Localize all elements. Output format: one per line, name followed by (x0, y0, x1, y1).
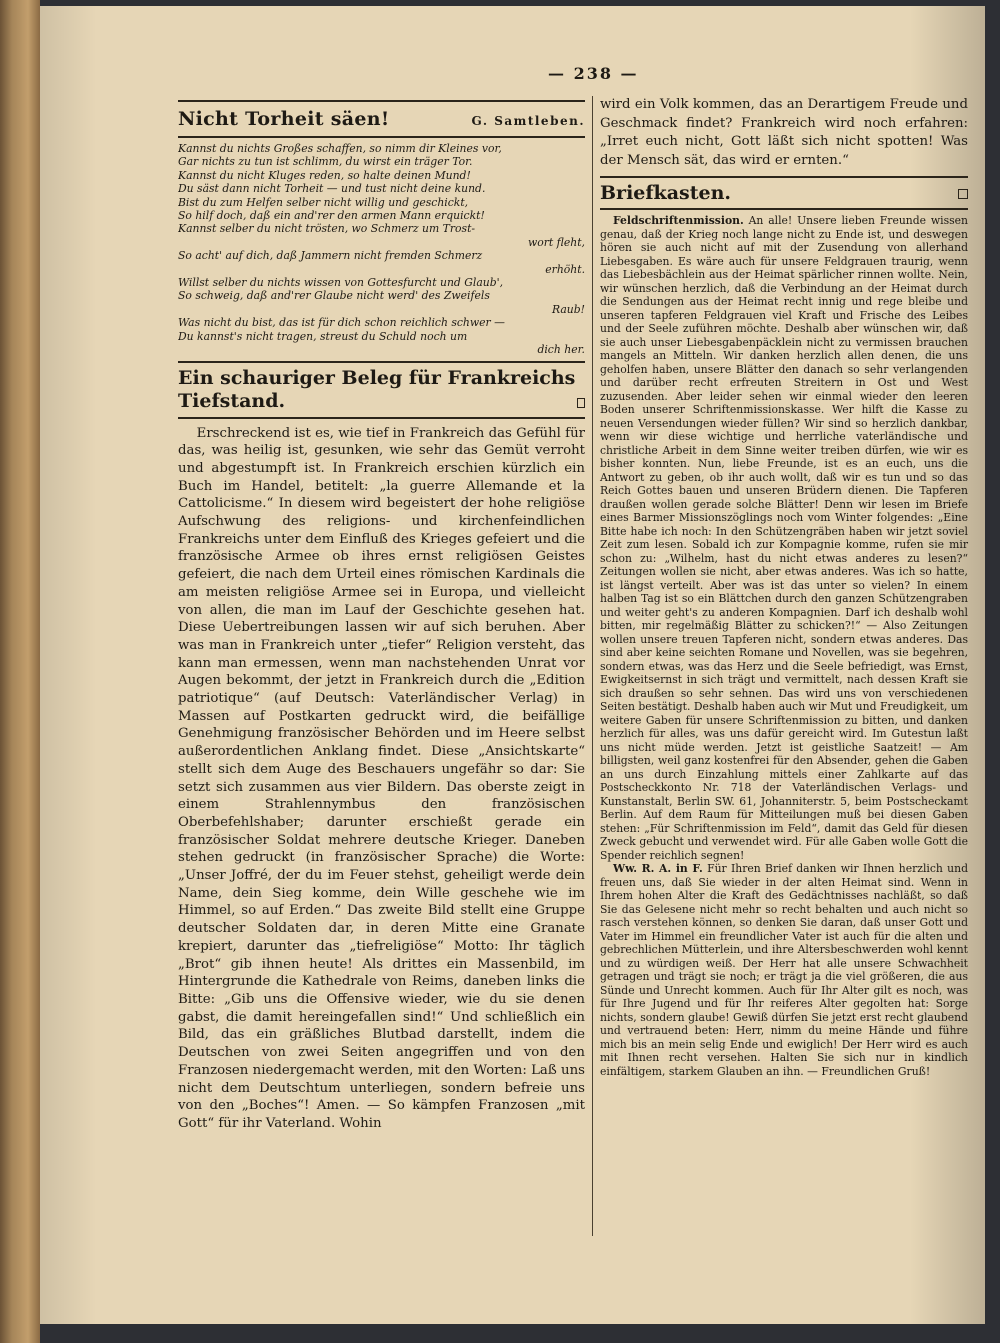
poem-line: Du säst dann nicht Torheit — und tust nicht deine kund. (178, 182, 486, 196)
letter-recipient: Feldschriftenmission. (612, 214, 744, 227)
column-divider (592, 96, 593, 1236)
poem-line: Gar nichts zu tun ist schlimm, du wirst ein träger Tor. (178, 155, 473, 169)
article-paragraph: Erschreckend ist es, wie tief in Frankreich das Gefühl für das, was heilig ist, gesunken, wie sehr das Gemüt verroht und abgestumpft ist. In Frankreich erschien kürzlich ein Buch im Handel, betitelt: „la guerre Allemande et la Cattolicisme.“ In diesem wird begeistert der hohe religiöse Aufschwung des religions- und kirchenfeindlichen Frankreichs unter dem Einfluß des Krieges gefeiert und die französische Armee ob ihres ernst religiösen Geistes gefeiert, die nach dem Urteil eines römischen Kardinals die am meisten religiöse Armee sei in Europa, und vielleicht von allen, die man im Lauf der Geschichte gesehen hat. Diese Uebertreibungen lassen wir auf sich beruhen. Aber was man in Frankreich unter „tiefer“ Religion versteht, das kann man ermessen, wenn man nachstehenden Unrat vor Augen bekommt, der jetzt in Frankreich durch die „Edition patriotique“ (auf Deutsch: Vaterländischer Verlag) in Massen auf Postkarten gedruckt wird, die beifällige Genehmigung französischer Behörden und im Heere selbst außerordentlichen Anklang findet. Diese „Ansichtskarte“ stellt sich dem Auge des Beschauers ungefähr so dar: Sie setzt sich zusammen aus vier Bildern. Das oberste zeigt in einem Strahlennymbus den französischen Oberbefehlshaber; darunter erschießt gerade ein französischer Soldat mehrere deutsche Krieger. Daneben stehen gedruckt (in französischer Sprache) die Worte: „Unser Joffré, der du im Feuer stehst, geheiligt werde dein Name, dein Sieg komme, dein Wille geschehe wie im Himmel, so auf Erden.“ Das zweite Bild stellt eine Gruppe deutscher Soldaten dar, in deren Mitte eine Granate krepiert, darunter das „tiefreligiöse“ Motto: Ihr täglich „Brot“ gib ihnen heute! Als drittes ein Massenbild, im Hintergrunde die Kathedrale von Reims, daneben links die Bitte: „Gib uns die Offensive wieder, wie du sie denen gabst, die damit hereingefallen sind!“ Und schließlich ein Bild, das ein gräßliches Blutbad darstellt, indem die Deutschen von zwei Seiten angegriffen und von den Franzosen niedergemacht werden, mit den Worten: Laß uns nicht dem Deutschtum unterliegen, sondern befreie uns von den „Boches“! Amen. — So kämpfen Franzosen „mit Gott“ für ihr Vaterland. Wohin (178, 425, 585, 1131)
poem-line: erhöht. (545, 262, 585, 276)
poem-line: So acht' auf dich, daß Jammern nicht fremden Schmerz (178, 249, 483, 263)
poem-title: Nicht Torheit säen! (178, 108, 390, 130)
rule-above-article (178, 361, 585, 363)
poem-line: Bist du zum Helfen selber nicht willig und geschickt, (178, 195, 469, 209)
poem-line: Raub! (551, 302, 585, 316)
poem-author: G. Samtleben. (471, 114, 585, 128)
letter-text: Für Ihren Brief danken wir Ihnen herzlich und freuen uns, daß Sie wieder in der alten Heimat sind. Wenn in Ihrem hohen Alter die Kraft des Gedächtnisses nachläßt, so daß Sie das Gelesene nicht mehr so recht behalten und auch nicht so rasch verstehen können, so denken Sie daran, daß unser Gott und Vater im Himmel ein freundlicher Vater ist auch für die alten und gebrechlichen Mütterlein, und ihre Altersbeschwerden wohl kennt und zu würdigen weiß. Der Herr hat alle unsere Schwachheit getragen und trägt sie noch; er trägt ja die viel größeren, die aus Sünde und Unrecht kommen. Auch für Ihr Alter gilt es noch, was für Ihre Jugend und für Ihr reiferes Alter gegolten hat: Sorge nichts, sondern glaube! Gewiß dürfen Sie jetzt erst recht glaubend und vertrauend beten: Herr, nimm du meine Hände und führe mich bis an mein selig Ende und ewiglich! Der Herr wird es auch mit Ihnen recht versehen. Halten Sie sich nur in kindlich einfältigem, starkem Glauben an ihn. — Freundlichen Gruß! (600, 862, 968, 1078)
poem-line: wort fleht, (528, 235, 585, 249)
book-page-edges (0, 0, 40, 1343)
poem-line: Kannst du nichts Großes schaffen, so nimm dir Kleines vor, (178, 142, 502, 155)
letter-text: An alle! Unsere lieben Freunde wissen genau, daß der Krieg noch lange nicht zu Ende ist, und deswegen hören sie auch nicht auf mit der Zusendung von allerhand Liebesgaben. Es wäre auch für unsere Feldgrauen traurig, wenn das Liebesbächlein aus der Heimat spärlicher rinnen wollte. Nein, wir wünschen herzlich, daß die Verbindung an der Heimat durch die Sendungen aus der Heimat recht innig und rege bleibe und unseren tapferen Feldgrauen viel Kraft und Frische des Leibes und der Seele zuführen möchte. Deshalb aber wünschen wir, daß sie auch unser Liebesgabenpäcklein nicht zu vermissen brauchen mangels an Mitteln. Wir danken herzlich allen denen, die uns geholfen haben, unsere Blätter den danach so sehr verlangenden und darüber recht erfreuten Streitern in Ost und West zuzusenden. Aber leider sehen wir einmal wieder den leeren Boden unserer Schriftenmissionskasse. Wer hilft die Kasse zu neuen Versendungen wieder füllen? Wir sind so herzlich dankbar, wenn wir diese wichtige und herrliche vaterländische und christliche Arbeit in dem Sinne weiter treiben dürfen, wie wir es bisher konnten. Nun, liebe Freunde, ist es an euch, uns die Antwort zu geben, ob ihr auch wollt, daß wir es tun und so das Reich Gottes bauen und unseren Brüdern dienen. Die Tapferen draußen wollen gerade solche Blätter! Denn wir lesen im Briefe eines Barmer Missionszöglings noch vom Winter folgendes: „Eine Bitte habe ich noch: In den Schützengräben haben wir jetzt soviel Zeit zum lesen. Sobald ich zur Kompagnie komme, rufen sie mir schon zu: „Wilhelm, hast du nicht etwas anderes zu lesen?“ Zeitungen wollen sie nicht, aber etwas anderes. Was ich so hatte, ist längst verteilt. Aber was ist das unter so vielen? In einem halben Tag ist so ein Blättchen durch den ganzen Schützengraben und weiter geht's zu anderen Kompagnien. Darf ich deshalb wohl bitten, mir regelmäßig Blätter zu schicken?!“ — Also Zeitungen wollen unsere treuen Tapferen nicht, sondern etwas anderes. Das sind aber keine seichten Romane und Novellen, was sie begehren, sondern etwas, was das Herz und die Seele befriedigt, was Ernst, Ewigkeitsernst in sich trägt und vermittelt, nach dessen Kraft sie sich draußen so sehr sehnen. Das wird uns von verschiedenen Seiten bestätigt. Deshalb haben auch wir Mut und Freudigkeit, um weitere Gaben für unsere Schriftenmission zu bitten, und danken herzlich für alles, was uns dafür gereicht wird. Im Gutestun laßt uns nicht müde werden. Jetzt ist geistliche Saatzeit! — Am billigsten, weil ganz kostenfrei für den Absender, gehen die Gaben an uns durch Einzahlung mittels einer Zahlkarte auf das Postscheckkonto Nr. 718 der Vaterländischen Verlags- und Kunstanstalt, Berlin SW. 61, Johanniterstr. 5, beim Postscheckamt Berlin. Auf dem Raum für Mitteilungen muß bei diesen Gaben stehen: „Für Schriftenmission im Feld“, damit das Geld für diesen Zweck gebucht und verwendet wird. Für alle Gaben wolle Gott die Spender reichlich segnen! (600, 214, 969, 862)
article-body (178, 425, 585, 1133)
section-end-square-icon (577, 398, 585, 408)
letter-recipient: Ww. R. A. in F. (612, 862, 703, 875)
poem-line: Was nicht du bist, das ist für dich schon reichlich schwer — (178, 316, 505, 330)
letter-paragraph (600, 214, 968, 862)
rule-above-briefkasten (600, 176, 968, 178)
poem-header (178, 106, 585, 132)
right-column (600, 96, 968, 1078)
article-continuation: wird ein Volk kommen, das an Derartigem Freude und Geschmack findet? Frankreich wird noch erfahren: „Irret euch nicht, Gott läßt sich nicht spotten! Was der Mensch sät, das wird er ernten.“ (600, 97, 968, 168)
rule-below-title (178, 136, 585, 138)
section-end-square-icon (958, 189, 968, 199)
rule-below-briefkasten (600, 208, 968, 210)
left-column (178, 96, 585, 1133)
poem-line: So schweig, daß and'rer Glaube nicht werd' des Zweifels (178, 289, 490, 303)
rule-below-article-title (178, 417, 585, 419)
poem-line: Kannst du nicht Kluges reden, so halte deinen Mund! (178, 168, 471, 182)
poem-line: Du kannst's nicht tragen, streust du Schuld noch um (178, 329, 468, 343)
briefkasten-header (600, 182, 968, 204)
poem-line: So hilf doch, daß ein and'rer den armen Mann erquickt! (178, 209, 485, 223)
poem-line: Willst selber du nichts wissen von Gottesfurcht und Glaub', (178, 276, 504, 290)
briefkasten-body (600, 214, 968, 1078)
article-title: Ein schauriger Beleg für Frankreichs Tiefstand. (178, 366, 576, 412)
article-header (178, 367, 585, 413)
briefkasten-title: Briefkasten. (600, 182, 732, 204)
letter-paragraph (600, 862, 968, 1078)
poem-line: Kannst selber du nicht trösten, wo Schmerz um Trost- (178, 222, 476, 236)
rule-top (178, 100, 585, 102)
page-number: — 238 — (548, 64, 639, 83)
poem-body (178, 142, 585, 357)
poem-line: dich her. (537, 343, 585, 357)
